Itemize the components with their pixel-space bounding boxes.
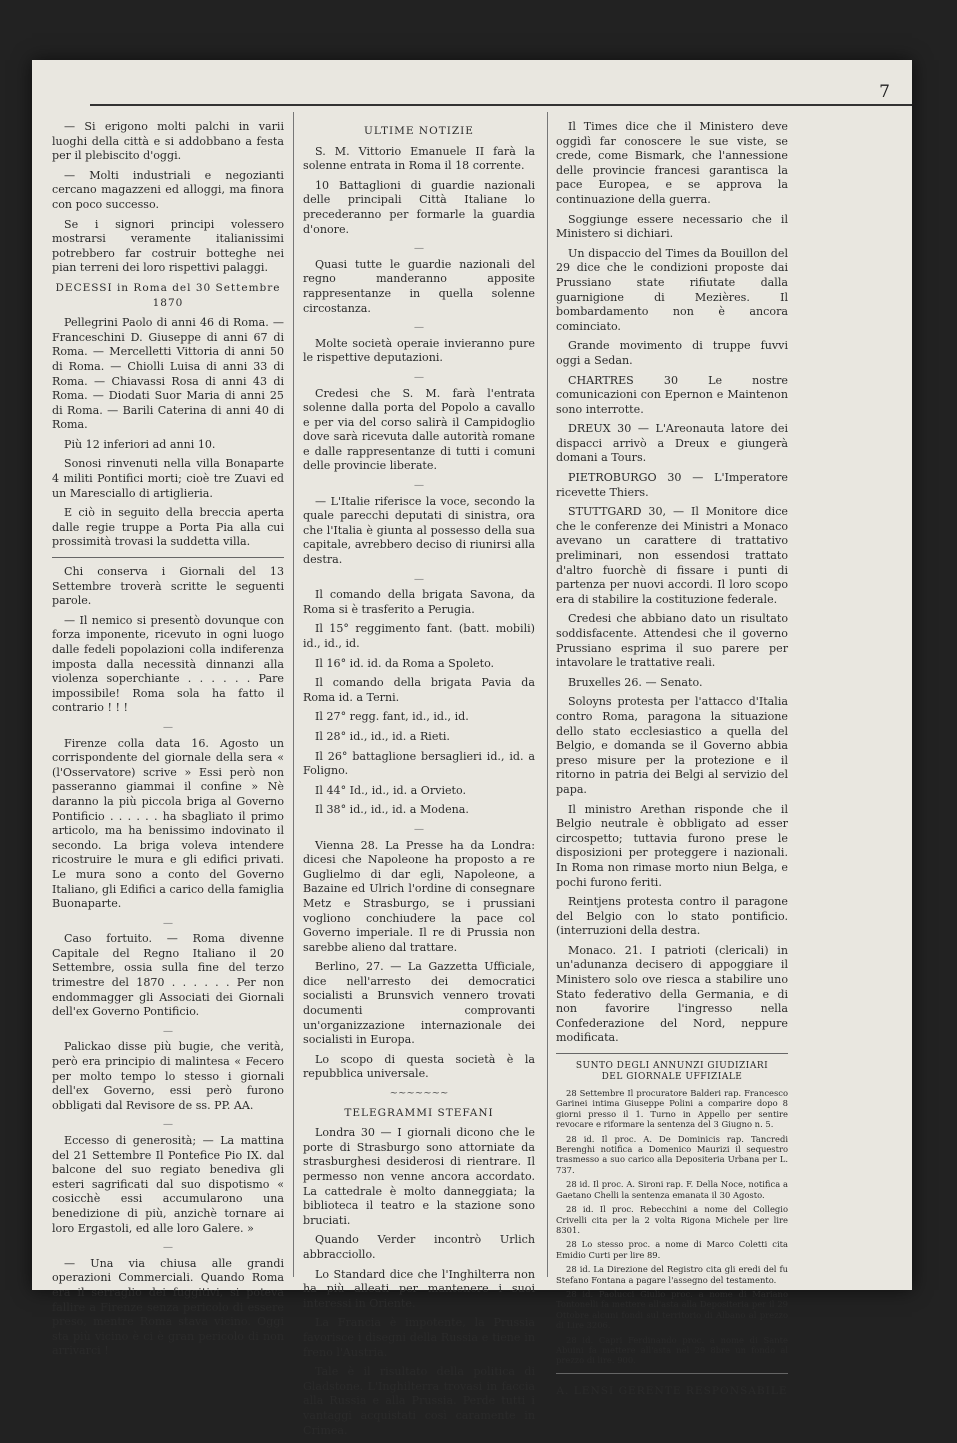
paragraph: Credesi che S. M. farà l'entrata solenne dalla porta del Popolo a cavallo e per via del corso salirà il Campidoglio dove sarà ricevuta dalle autorità romane e dalle rappresentanze di tutti i comuni delle provincie liberate. (303, 386, 535, 473)
sunto-subtitle: DEL GIORNALE UFFIZIALE (601, 1072, 743, 1083)
paragraph: La Francia è impotente, la Prussia favorisce i disegni della Russia e tiene in freno l'Austria. (303, 1316, 535, 1359)
paragraph: Credesi che abbiano dato un risultato soddisfacente. Attendesi che il governo Prussiano esprima il suo parere per intavolare le trattative reali. (556, 612, 788, 670)
troop-line: Il comando della brigata Pavia da Roma id. a Terni. (303, 676, 535, 704)
newspaper-page (32, 60, 912, 1437)
paragraph: Reintjens protesta contro il paragone del Belgio con lo stato pontificio. (interruzioni della destra. (556, 895, 788, 938)
paragraph-palickao: Palickao disse più bugie, che verità, però era principio di malintesa « Fecero per molto tempo lo stesso i giornali dell'ex Governo, essi però furono obbligati dal Revisore de ss. PP. AA. (52, 1040, 284, 1112)
paragraph: Quasi tutte le guardie nazionali del regno manderanno apposite rappresentanze in quella solenne circostanza. (303, 257, 535, 315)
column-3 (556, 120, 788, 1398)
sunto-item: 28 id. La Direzione del Registro cita gli eredi del fu Stefano Fontana a pagare l'assegno del testamento. (556, 1264, 788, 1285)
troop-line: Il 44° Id., id., id. a Orvieto. (315, 783, 467, 797)
separator: — (414, 322, 424, 334)
paragraph: CHARTRES 30 Le nostre comunicazioni con Epernon e Maintenon sono interrotte. (556, 373, 788, 416)
paragraph-caso: Caso fortuito. — Roma divenne Capitale del Regno Italiano il 20 Settembre, ossia sulla fine del terzo trimestre del 1870 . . . . . . Per non endommagger gli Associati dei Giornali dell'ex Governo Pontificio. (52, 932, 284, 1019)
sunto-item: 28 Settembre Il procuratore Balderi rap. Francesco Garinei intima Giuseppe Polini a comparire dopo 8 giorni presso il 1. Turno in Appello per sentire revocare e riformare la sentenza del 3 Giugno n. 5. (556, 1088, 788, 1130)
separator: — (414, 480, 424, 492)
troop-line: Il 27° regg. fant, id., id., id. (315, 710, 469, 724)
paragraph: Pellegrini Paolo di anni 46 di Roma. — Franceschini D. Giuseppe di anni 67 di Roma. — Mercelletti Vittoria di anni 50 di Roma. — Chiolli Luisa di anni 33 di Roma. — Chiavassi Rosa di anni 43 di Roma. — Diodati Suor Maria di anni 25 di Roma. — Barili Caterina di anni 40 di Roma. (52, 316, 284, 432)
paragraph-scopo: Lo scopo di questa società è la repubblica universale. (303, 1052, 535, 1081)
telegrammi-heading: TELEGRAMMI STEFANI (344, 1106, 494, 1119)
header-rule (90, 104, 912, 106)
troop-line: Il 26° battaglione bersaglieri id., id. a Foligno. (303, 749, 535, 778)
separator: — (414, 573, 424, 585)
separator: — (163, 721, 173, 733)
sunto-item: 28 id. Il proc. Rebecchini a nome del Collegio Crivelli cita per la 2 volta Rigona Michele per lire 8301. (556, 1204, 788, 1235)
paragraph: — Il nemico si presentò dovunque con forza imponente, ricevuto in ogni luogo dalle fedeli popolazioni colla indiferenza imposta dalla necessità dinnanzi alla violenza soperchiante . . . . . . Pare impossibile! Roma sola ha fatto il contrario ! ! ! (52, 613, 284, 715)
section-divider (556, 1053, 788, 1054)
sunto-item: 28 id. Paolucci Giulio proc. a nome di Mariano Tontonelli fa mettere all'asta alla Depositeria per il 29 Ottobre alcuni fondi sul territorio di Albano al prezzo di Lire 3206. (556, 1288, 788, 1331)
separator: — (414, 823, 424, 835)
paragraph: PIETROBURGO 30 — L'Imperatore ricevette Thiers. (556, 471, 788, 499)
paragraph-vienna: Vienna 28. La Presse ha da Londra: dicesi che Napoleone ha proposto a re Guglielmo di dar egli, Napoleone, a Bazaine ed Ulrich l'ordine di consegnare Metz e Strasburgo, se i prussiani vogliono conchiudere la pace col Governo imperiale. Il re di Prussia non sarebbe alieno dal trattare. (303, 838, 535, 954)
page-number: 7 (879, 82, 890, 102)
separator: — (414, 243, 424, 255)
paragraph: — L'Italie riferisce la voce, secondo la quale parecchi deputati di sinistra, ora che l'Italia è giunta al possesso della sua capitale, avrebbero deciso di riunirsi alla destra. (303, 494, 535, 567)
sunto-item: 28 id. Capri Ferdinando proc. a nome di Sante Abuini fa mettere all'asta nel 29 8bre un fondo al prezzo di lire. 900. (556, 1334, 788, 1366)
separator: — (163, 1242, 173, 1254)
ornament-divider: ~~~~~~~ (389, 1088, 449, 1100)
paragraph: Quando Verder incontrò Urlich abbracciollo. (303, 1233, 535, 1261)
column-1 (52, 120, 284, 1364)
paragraph: Se i signori principi volessero mostrarsi veramente italianissimi potrebbero far costruir botteghe nei pian terreni dei loro rispettivi palaggi. (52, 217, 284, 275)
paragraph: S. M. Vittorio Emanuele II farà la solenne entrata in Roma il 18 corrente. (303, 144, 535, 173)
sunto-item: 28 Lo stesso proc. a nome di Marco Coletti cita Emidio Curti per lire 89. (556, 1239, 788, 1260)
sunto-list (556, 1088, 788, 1366)
troop-line: Il comando della brigata Savona, da Roma si è trasferito a Perugia. (303, 588, 535, 616)
paragraph: Molte società operaie invieranno pure le rispettive deputazioni. (303, 336, 535, 365)
paragraph-una-via: — Una via chiusa alle grandi operazioni Commerciali. Quando Roma era il serraglio dei fuggitivi, si poteva fallire a Firenze senza pericolo di essere preso, mentre Roma stava vicino. Oggi sta più vicino è ci è gran pericolo di non arrivarci ! (52, 1256, 284, 1358)
paragraph: Più 12 inferiori ad anni 10. (64, 437, 216, 451)
paragraph: 10 Battaglioni di guardie nazionali delle principali Città Italiane lo precederanno per formarle la guardia d'onore. (303, 178, 535, 236)
paragraph: Sonosi rinvenuti nella villa Bonaparte 4 militi Pontifici morti; cioè tre Zuavi ed un Maresciallo di artiglieria. (52, 457, 284, 500)
troop-line: Il 38° id., id., id. a Modena. (315, 803, 469, 817)
paragraph: Londra 30 — I giornali dicono che le porte di Strasburgo sono attorniate da strasburghesi desiderosi di rientrare. Il permesso non venne ancora accordato. La cattedrale è molto danneggiata; la biblioteca il teatro e la stazione sono bruciati. (303, 1126, 535, 1227)
separator: — (163, 1025, 173, 1037)
paragraph-firenze: Firenze colla data 16. Agosto un corrispondente del giornale della sera « (l'Osservatore) scrive » Essi però non passeranno giammai il confine » Nè daranno la più piccola briga al Governo Pontificio . . . . . . ha sbagliato il primo articolo, ma ha benissimo indovinato il secondo. La briga voleva intendere ricostruire le mura e gli edifici privati. Le mura sono a conto del Governo Italiano, gli Edifici a carico della famiglia Buonaparte. (52, 736, 284, 911)
paragraph: — Si erigono molti palchi in varii luoghi della città e si addobbano a festa per il plebiscito d'oggi. (52, 120, 284, 163)
paragraph: Bruxelles 26. — Senato. (568, 675, 703, 689)
paragraph: DREUX 30 — L'Areonauta latore dei dispacci arrivò a Dreux e giungerà domani a Tours. (556, 422, 788, 465)
section-divider (556, 1373, 788, 1374)
signature: A. LENSI GERENTE RESPONSABILE (556, 1384, 788, 1397)
paragraph: Chi conserva i Giornali del 13 Settembre troverà scritte le seguenti parole. (52, 565, 284, 608)
paragraph: Tale è il risultato della politica di Gladstone. L'Inghilterra trovasi in faccia alla Russia e alla Prussia. Perde tutti i vantaggi acquistati così caramente in Crimea. (303, 1365, 535, 1437)
paragraph: Il Times dice che il Ministero deve oggidì far conoscere le sue viste, se crede, come Bismark, che l'annessione delle provincie francesi garantisca la pace Europea, e se approva la continuazione della guerra. (556, 120, 788, 206)
paragraph-berlino: Berlino, 27. — La Gazzetta Ufficiale, dice nell'arresto dei democratici socialisti a Brunsvich vennero trovati documenti comprovanti un'organizzazione internazionale dei socialisti in Europa. (303, 960, 535, 1047)
troop-line: Il 16° id. id. da Roma a Spoleto. (315, 656, 495, 670)
separator: — (163, 1119, 173, 1131)
paragraph: Un dispaccio del Times da Bouillon del 29 dice che le condizioni proposte dai Prussiano state rifiutate dalla guarnigione di Mezières. Il bombardamento non è ancora cominciato. (556, 246, 788, 333)
paragraph: Soggiunge essere necessario che il Ministero si dichiari. (556, 212, 788, 241)
column-rule (547, 112, 548, 1277)
paragraph: STUTTGARD 30, — Il Monitore dice che le conferenze dei Ministri a Monaco avevano un carattere di trattativo preliminari, non essendosi trattato d'altro fuorchè di fissare i punti di partenza per nuovi accordi. Il loro scopo era di stabilire la costituzione federale. (556, 505, 788, 606)
sunto-item: 28 id. Il proc. A. De Dominicis rap. Tancredi Berenghi notifica a Domenico Maurizi il sequestro trasmesso a suo carico alla Depositeria Urbana per L. 737. (556, 1133, 788, 1175)
paragraph-eccesso: Eccesso di generosità; — La mattina del 21 Settembre Il Pontefice Pio IX. dal balcone del suo regiato benediva gli esteri sagrificati dal suo dispotismo « cosicchè essi accumularono una benedizione di più, anzichè tornare ai loro Ergastoli, ed alle loro Galere. » (52, 1134, 284, 1235)
decessi-heading: DECESSI in Roma del 30 Settembre 1870 (55, 281, 281, 309)
troop-line: Il 15° reggimento fant. (batt. mobili) id., id., id. (303, 622, 535, 650)
column-rule (293, 112, 294, 1277)
paragraph: E ciò in seguito della breccia aperta dalle regie truppe a Porta Pia alla cui prossimità trovasi la suddetta villa. (52, 506, 284, 549)
paragraph: Grande movimento di truppe fuvvi oggi a Sedan. (556, 339, 788, 367)
paragraph: — Molti industriali e negozianti cercano magazzeni ed alloggi, ma finora con poco successo. (52, 168, 284, 211)
column-2 (303, 120, 535, 1443)
paragraph: Il ministro Arethan risponde che il Belgio neutrale è obbligato ad esser circospetto; tuttavia furono prese le disposizioni per proteggere i nazionali. In Roma non rimase morto niun Belga, e pochi furono feriti. (556, 802, 788, 889)
sunto-title: SUNTO DEGLI ANNUNZI GIUDIZIARI (575, 1061, 769, 1072)
paragraph: Monaco. 21. I patrioti (clericali) in un'adunanza decisero di appoggiare il Ministero solo ove riesca a stabilire uno Stato federativo della Germania, e di non favorire l'ingresso nella Confederazione del Nord, neppure modificata. (556, 943, 788, 1045)
troop-line: Il 28° id., id., id. a Rieti. (315, 729, 450, 743)
separator: — (163, 917, 173, 929)
separator: — (414, 371, 424, 383)
section-divider (52, 557, 284, 558)
ultime-notizie-heading: ULTIME NOTIZIE (364, 125, 474, 137)
sunto-item: 28 id. Il proc. A. Sironi rap. F. Della Noce, notifica a Gaetano Chelli la sentenza emanata il 30 Agosto. (556, 1179, 788, 1200)
paragraph: Soloyns protesta per l'attacco d'Italia contro Roma, paragona la situazione dello stato ecclesiastico a quella del Belgio, e domanda se il Governo abbia preso misure per la protezione e il ritorno in patria dei Belgi al servizio del papa. (556, 695, 788, 796)
sunto-heading (556, 1061, 788, 1083)
paragraph: Lo Standard dice che l'Inghilterra non ha più alleati per mantenere i suoi interessi in Oriente. (303, 1267, 535, 1310)
